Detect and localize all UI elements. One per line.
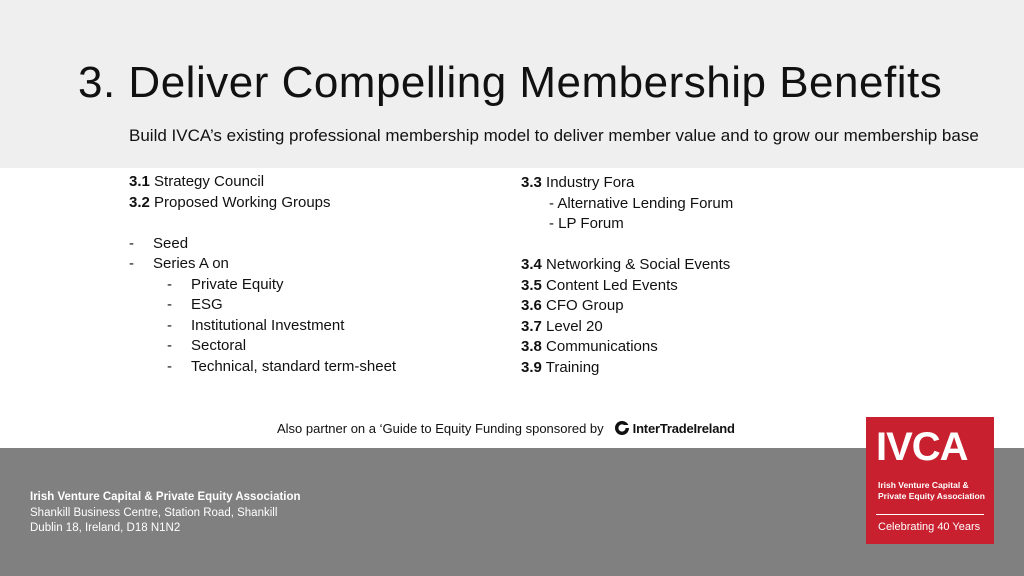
right-column <box>521 173 901 378</box>
list-item <box>521 276 901 297</box>
bullet-dash: - <box>167 316 172 334</box>
list-item <box>521 173 901 194</box>
item-label: Level 20 <box>546 317 603 335</box>
item-label: Communications <box>546 338 658 355</box>
item-label: Networking & Social Events <box>546 256 731 273</box>
bullet-dash: - <box>129 255 134 272</box>
bullet-dash: - <box>167 275 172 293</box>
list-item <box>521 358 901 379</box>
sub-list-item: - LP Forum <box>549 215 624 232</box>
item-number: 3.7 <box>521 317 542 335</box>
bullet-label: Technical, standard term-sheet <box>191 357 397 375</box>
item-number: 3.1 <box>129 173 150 190</box>
footer-address-line: Shankill Business Centre, Station Road, Shankill <box>30 506 278 519</box>
item-number: 3.6 <box>521 297 542 314</box>
ivca-logo-tagline: Celebrating 40 Years <box>878 521 981 533</box>
sub-list-item: - Alternative Lending Forum <box>549 194 734 212</box>
bullet-dash: - <box>129 234 134 252</box>
item-label: Strategy Council <box>154 173 265 190</box>
left-column <box>129 172 509 377</box>
page-title: 3. Deliver Compelling Membership Benefits <box>78 58 943 107</box>
sub-bullet-item <box>129 316 509 337</box>
footer-address <box>30 490 301 537</box>
item-number: 3.3 <box>521 174 542 191</box>
list-item <box>129 172 509 193</box>
bullet-label: Private Equity <box>191 275 284 293</box>
bullet-label: Institutional Investment <box>191 316 345 334</box>
footer-address-line: Dublin 18, Ireland, D18 N1N2 <box>30 522 181 534</box>
sub-bullet-item <box>129 336 509 357</box>
sub-bullet-item <box>129 295 509 316</box>
list-item <box>521 296 901 317</box>
sub-bullet-item <box>129 275 509 296</box>
ivca-logo-line: Private Equity Association <box>878 491 985 501</box>
item-label: CFO Group <box>546 297 624 314</box>
item-number: 3.4 <box>521 256 542 273</box>
item-label: Industry Fora <box>546 174 635 191</box>
bullet-label: Seed <box>153 234 189 252</box>
bullet-label: ESG <box>191 296 223 313</box>
ivca-logo <box>866 417 994 544</box>
bullet-label: Sectoral <box>191 337 247 354</box>
ivca-logo-acronym: IVCA <box>876 425 968 469</box>
footer-org-name: Irish Venture Capital & Private Equity Association <box>30 491 301 503</box>
item-number: 3.2 <box>129 193 150 211</box>
page-subtitle: Build IVCA’s existing professional membership model to deliver member value and to grow our membership base <box>129 126 979 145</box>
bullet-item <box>129 254 509 275</box>
intertradeireland-logo-text: InterTradeIreland <box>632 420 735 436</box>
item-number: 3.5 <box>521 276 542 294</box>
intertradeireland-mark-icon <box>614 420 630 436</box>
partner-text: Also partner on a ‘Guide to Equity Funding sponsored by <box>277 420 604 436</box>
bullet-dash: - <box>167 296 172 313</box>
ivca-logo-name <box>878 480 985 502</box>
ivca-logo-divider <box>876 514 984 515</box>
list-item <box>521 255 901 276</box>
ivca-logo-line: Irish Venture Capital & <box>878 480 969 490</box>
list-item <box>521 337 901 358</box>
intertradeireland-logo <box>614 420 735 436</box>
bullet-dash: - <box>167 357 172 375</box>
spacer <box>129 213 509 234</box>
bullet-label: Series A on <box>153 255 229 272</box>
list-item <box>521 317 901 338</box>
sub-bullet-item <box>129 357 509 378</box>
item-label: Content Led Events <box>546 276 678 294</box>
partner-note <box>277 420 735 436</box>
item-number: 3.8 <box>521 338 542 355</box>
bullet-dash: - <box>167 337 172 354</box>
bullet-item <box>129 234 509 255</box>
spacer <box>521 235 901 256</box>
list-item <box>129 193 509 214</box>
item-number: 3.9 <box>521 358 542 376</box>
item-label: Training <box>545 358 600 376</box>
item-label: Proposed Working Groups <box>154 193 331 211</box>
